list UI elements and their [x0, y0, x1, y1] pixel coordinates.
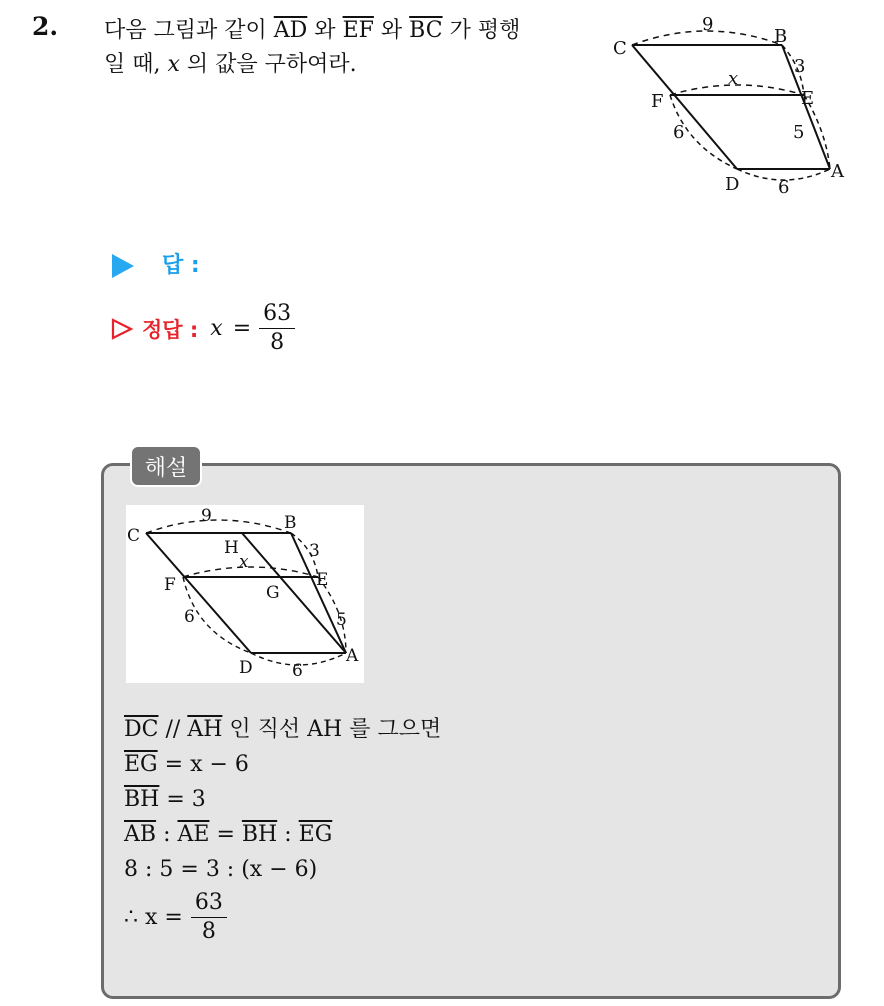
problem-conj-2: 와 [380, 18, 403, 43]
segment-ab: $\overline{AB}$ [124, 822, 157, 847]
fig2-length-ea: 5 [336, 610, 347, 630]
solution-step-1 [124, 712, 441, 747]
segment-eg-2: $\overline{EG}$ [298, 822, 333, 847]
fig2-length-x: x [239, 552, 249, 572]
step-3-text: = 3 [166, 787, 206, 812]
step-2-text: = x − 6 [164, 752, 249, 777]
fig2-length-be: 3 [309, 541, 320, 561]
fig2-length-fd: 6 [184, 607, 195, 627]
problem-figure [598, 16, 858, 201]
solution-step-4 [124, 817, 441, 852]
solution-steps [124, 712, 441, 947]
solution-numerator: 63 [191, 889, 227, 918]
play-triangle-icon [112, 254, 134, 278]
segment-eg: $\overline{EG}$ [124, 752, 158, 777]
fig1-label-f: F [651, 91, 664, 112]
segment-bh-2: $\overline{BH}$ [241, 822, 278, 847]
solution-denominator: 8 [201, 918, 216, 944]
fig2-length-da: 6 [292, 661, 303, 681]
fig1-length-da: 6 [778, 177, 790, 198]
fig2-label-e: E [316, 570, 329, 590]
problem-text-1: 다음 그림과 같이 [104, 18, 267, 43]
problem-text-4: 의 값을 구하여라. [186, 52, 357, 77]
outline-triangle-icon [110, 317, 134, 341]
fig1-label-c: C [613, 38, 627, 59]
problem-statement [104, 14, 594, 82]
fig1-length-fd: 6 [673, 122, 685, 143]
equals-sign: = [216, 822, 235, 847]
segment-dc: $\overline{DC}$ [124, 717, 159, 742]
ratio-colon: : [163, 822, 171, 847]
problem-number: 2. [32, 12, 59, 41]
solution-fraction [191, 889, 227, 946]
segment-ef: $\overline{EF}$ [342, 18, 374, 43]
fig2-length-cb: 9 [201, 506, 212, 526]
fig1-label-d: D [725, 174, 740, 195]
answer-row [112, 248, 200, 279]
correct-fraction [259, 300, 295, 357]
segment-bc: $\overline{BC}$ [409, 18, 443, 43]
fig1-length-x: x [728, 68, 739, 89]
fig1-length-ea: 5 [793, 122, 805, 143]
correct-var: x [210, 316, 223, 341]
correct-answer-row [110, 300, 295, 357]
problem-conj-1: 와 [314, 18, 336, 43]
solution-figure [126, 505, 364, 683]
answer-label: 답 : [162, 253, 200, 278]
step-1-text: 인 직선 AH 를 그으면 [229, 717, 442, 742]
fig1-label-b: B [774, 26, 788, 47]
segment-ae: $\overline{AE}$ [177, 822, 210, 847]
fig2-label-c: C [127, 526, 141, 546]
problem-text-3: 일 때, [104, 52, 161, 77]
fraction-numerator: 63 [259, 300, 295, 329]
solution-step-3 [124, 782, 441, 817]
solution-tab: 해설 [130, 445, 202, 487]
fig1-label-a: A [831, 161, 844, 182]
segment-ad: $\overline{AD}$ [273, 18, 308, 43]
fig2-label-a: A [346, 646, 359, 666]
fig2-label-g: G [266, 583, 280, 603]
correct-eq: = [232, 316, 252, 341]
fig1-length-cb: 9 [702, 16, 714, 35]
parallel-symbol: // [165, 717, 181, 742]
fig1-length-be: 3 [794, 56, 806, 77]
problem-var-x: x [167, 52, 180, 77]
fraction-denominator: 8 [270, 330, 285, 355]
segment-bh: $\overline{BH}$ [124, 787, 160, 812]
fig2-label-f: F [164, 575, 176, 595]
segment-ah: $\overline{AH}$ [187, 717, 223, 742]
fig2-label-h: H [224, 538, 239, 558]
ratio-colon-2: : [284, 822, 292, 847]
solution-step-2 [124, 747, 441, 782]
correct-answer-label: 정답 : [142, 317, 199, 342]
therefore-text: ∴ x = [124, 904, 183, 930]
fig1-label-e: E [801, 88, 815, 109]
fig2-label-b: B [284, 513, 297, 533]
fig2-label-d: D [239, 658, 253, 678]
solution-step-5: 8 : 5 = 3 : (x − 6) [124, 857, 318, 882]
problem-text-2: 가 평행 [449, 18, 521, 43]
solution-step-6 [124, 887, 441, 947]
